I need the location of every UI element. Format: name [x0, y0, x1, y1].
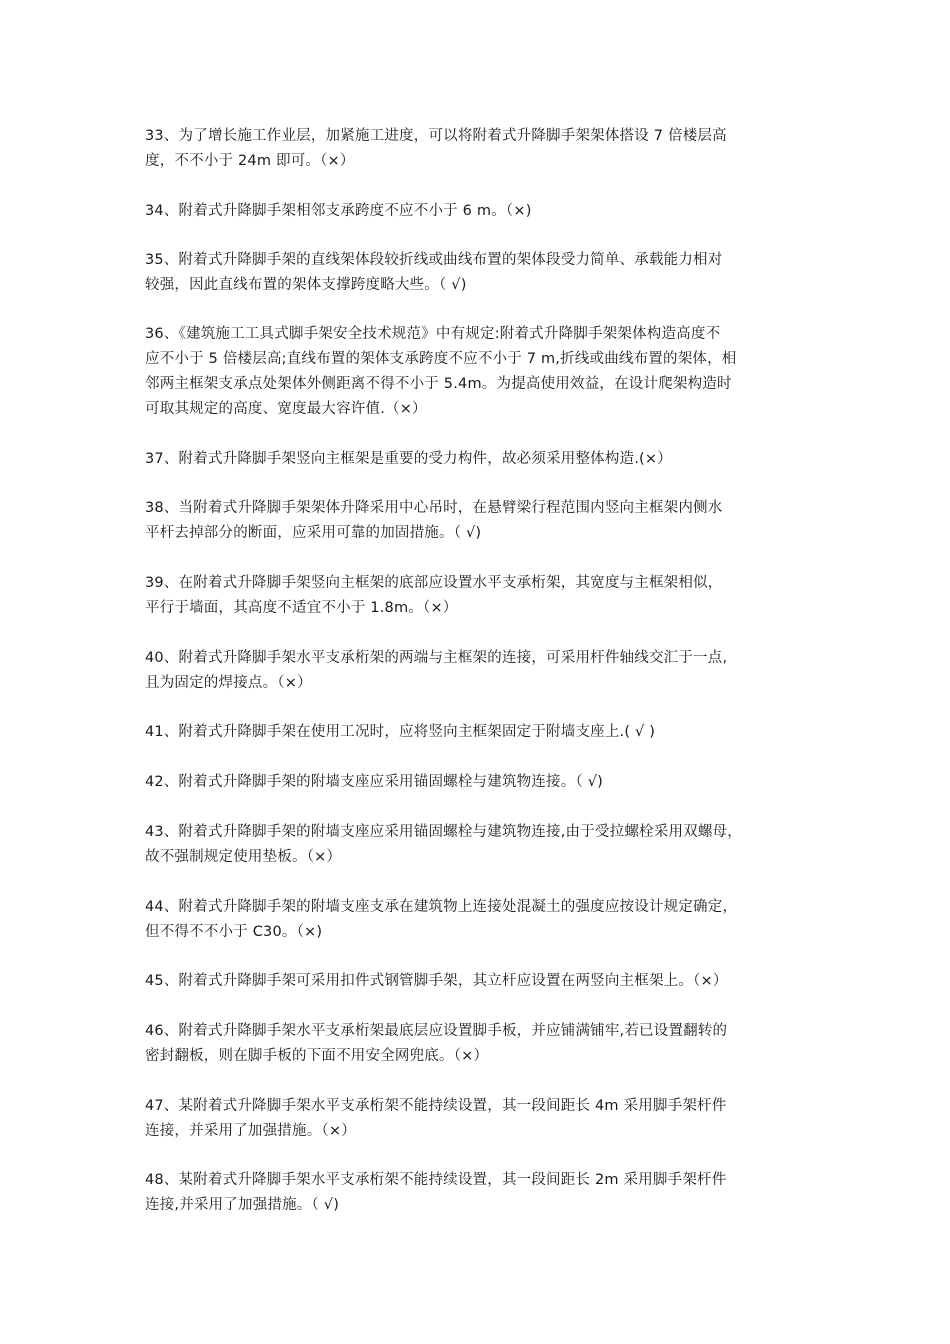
question-44-line-2: 但不得不不小于 C30。（×) [145, 924, 323, 940]
question-37 [145, 447, 813, 472]
question-44-line-1: 44、附着式升降脚手架的附墙支座支承在建筑物上连接处混凝土的强度应按设计规定确定， [145, 899, 738, 915]
question-39-line-2: 平行于墙面，其高度不适宜不小于 1.8m。（×） [145, 600, 458, 616]
question-43-line-1: 43、附着式升降脚手架的附墙支座应采用锚固螺栓与建筑物连接,由于受拉螺栓采用双螺母， [145, 824, 742, 840]
question-41-line-1: 41、附着式升降脚手架在使用工况时，应将竖向主框架固定于附墙支座上.( √ ) [145, 724, 656, 740]
question-36-line-2: 应不小于 5 倍楼层高;直线布置的架体支承跨度不应不小于 7 m,折线或曲线布置的架体，相 [145, 351, 737, 367]
question-35 [145, 248, 813, 298]
question-47-line-1: 47、某附着式升降脚手架水平支承桁架不能持续设置，其一段间距长 4m 采用脚手架杆件 [145, 1098, 727, 1114]
question-34 [145, 199, 813, 224]
question-36-line-3: 邻两主框架支承点处架体外侧距离不得不小于 5.4m。为提高使用效益，在设计爬架构造时 [145, 376, 732, 392]
question-46-line-2: 密封翻板，则在脚手板的下面不用安全网兜底。（×） [145, 1048, 489, 1064]
question-34-line-1: 34、附着式升降脚手架相邻支承跨度不应不小于 6 m。（×) [145, 203, 532, 219]
question-40-line-1: 40、附着式升降脚手架水平支承桁架的两端与主框架的连接，可采用杆件轴线交汇于一点, [145, 650, 728, 666]
question-38-line-2: 平杆去掉部分的断面，应采用可靠的加固措施。（ √) [145, 525, 482, 541]
question-46 [145, 1019, 813, 1069]
question-37-line-1: 37、附着式升降脚手架竖向主框架是重要的受力构件，故必须采用整体构造.(×） [145, 451, 672, 467]
question-33 [145, 124, 813, 174]
question-47-line-2: 连接，并采用了加强措施。（×） [145, 1123, 356, 1139]
question-39 [145, 571, 813, 621]
question-33-line-2: 度，不不小于 24m 即可。（×） [145, 153, 355, 169]
question-36-line-4: 可取其规定的高度、宽度最大容许值.（×） [145, 401, 427, 417]
question-45 [145, 969, 813, 994]
question-48 [145, 1168, 813, 1218]
question-45-line-1: 45、附着式升降脚手架可采用扣件式钢管脚手架，其立杆应设置在两竖向主框架上。（×） [145, 973, 728, 989]
question-44 [145, 895, 813, 945]
question-38-line-1: 38、当附着式升降脚手架架体升降采用中心吊时，在悬臂梁行程范围内竖向主框架内侧水 [145, 500, 723, 516]
question-48-line-2: 连接,并采用了加强措施。（ √) [145, 1197, 340, 1213]
question-42-line-1: 42、附着式升降脚手架的附墙支座应采用锚固螺栓与建筑物连接。（ √) [145, 774, 604, 790]
question-36-line-1: 36、《建筑施工工具式脚手架安全技术规范》中有规定:附着式升降脚手架架体构造高度不 [145, 326, 721, 342]
question-35-line-1: 35、附着式升降脚手架的直线架体段较折线或曲线布置的架体段受力简单、承载能力相对 [145, 252, 723, 268]
question-40-line-2: 且为固定的焊接点。（×） [145, 675, 312, 691]
question-36 [145, 322, 813, 422]
question-40 [145, 646, 813, 696]
question-33-line-1: 33、为了增长施工作业层，加紧施工进度，可以将附着式升降脚手架架体搭设 7 倍楼层高 [145, 128, 727, 144]
question-39-line-1: 39、在附着式升降脚手架竖向主框架的底部应设置水平支承桁架，其宽度与主框架相似， [145, 575, 723, 591]
question-38 [145, 496, 813, 546]
question-48-line-1: 48、某附着式升降脚手架水平支承桁架不能持续设置，其一段间距长 2m 采用脚手架杆件 [145, 1172, 727, 1188]
question-46-line-1: 46、附着式升降脚手架水平支承桁架最底层应设置脚手板，并应铺满铺牢,若已设置翻转的 [145, 1023, 728, 1039]
question-42 [145, 770, 813, 795]
question-43 [145, 820, 813, 870]
question-35-line-2: 较强，因此直线布置的架体支撑跨度略大些。（ √) [145, 277, 467, 293]
question-41 [145, 720, 813, 745]
question-47 [145, 1094, 813, 1144]
question-43-line-2: 故不强制规定使用垫板。（×） [145, 849, 342, 865]
